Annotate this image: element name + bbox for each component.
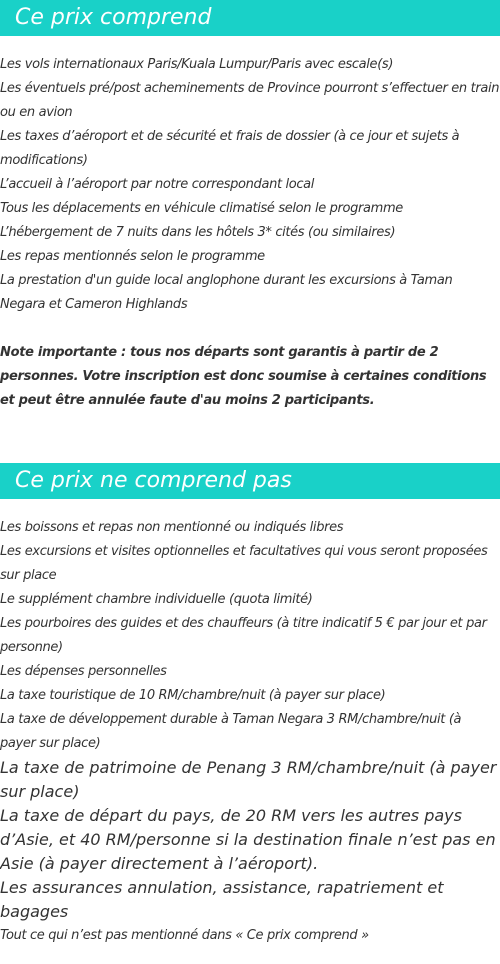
list-item: La taxe de développement durable à Taman Negara 3 RM/chambre/nuit (à payer sur place) bbox=[0, 712, 462, 751]
list-item: La taxe touristique de 10 RM/chambre/nuit (à payer sur place) bbox=[0, 688, 386, 703]
important-note: Note importante : tous nos départs sont garantis à partir de 2 personnes. Votre inscription est donc soumise à certaines conditions et peut être annulée faute d'au moins 2 participants. bbox=[0, 345, 487, 408]
list-item: Tout ce qui n’est pas mentionné dans « Ce prix comprend » bbox=[0, 928, 369, 943]
section-title-included: Ce prix comprend bbox=[0, 0, 500, 36]
list-item: L’hébergement de 7 nuits dans les hôtels 3* cités (ou similaires) bbox=[0, 225, 396, 240]
list-item: Les éventuels pré/post acheminements de Province pourront s’effectuer en train ou en avion bbox=[0, 81, 500, 120]
list-item: L’accueil à l’aéroport par notre correspondant local bbox=[0, 177, 315, 192]
excluded-list bbox=[0, 516, 500, 948]
list-item: Les assurances annulation, assistance, rapatriement et bagages bbox=[0, 878, 444, 921]
list-item: La taxe de départ du pays, de 20 RM vers les autres pays d’Asie, et 40 RM/personne si la destination finale n’est pas en Asie (à payer directement à l’aéroport). bbox=[0, 806, 496, 873]
list-item: Le supplément chambre individuelle (quota limité) bbox=[0, 592, 313, 607]
list-item: Les boissons et repas non mentionné ou indiqués libres bbox=[0, 520, 344, 535]
list-item: Les dépenses personnelles bbox=[0, 664, 167, 679]
list-item: Tous les déplacements en véhicule climatisé selon le programme bbox=[0, 201, 403, 216]
section-title-excluded: Ce prix ne comprend pas bbox=[0, 463, 500, 499]
list-item: La taxe de patrimoine de Penang 3 RM/chambre/nuit (à payer sur place) bbox=[0, 758, 497, 801]
list-item: Les repas mentionnés selon le programme bbox=[0, 249, 265, 264]
list-item: La prestation d'un guide local anglophone durant les excursions à Taman Negara et Cameron Highlands bbox=[0, 273, 453, 312]
list-item: Les excursions et visites optionnelles et facultatives qui vous seront proposées sur place bbox=[0, 544, 488, 583]
list-item: Les taxes d’aéroport et de sécurité et frais de dossier (à ce jour et sujets à modifications) bbox=[0, 129, 460, 168]
list-item: Les pourboires des guides et des chauffeurs (à titre indicatif 5 € par jour et par personne) bbox=[0, 616, 487, 655]
included-list bbox=[0, 53, 500, 317]
list-item: Les vols internationaux Paris/Kuala Lumpur/Paris avec escale(s) bbox=[0, 57, 394, 72]
